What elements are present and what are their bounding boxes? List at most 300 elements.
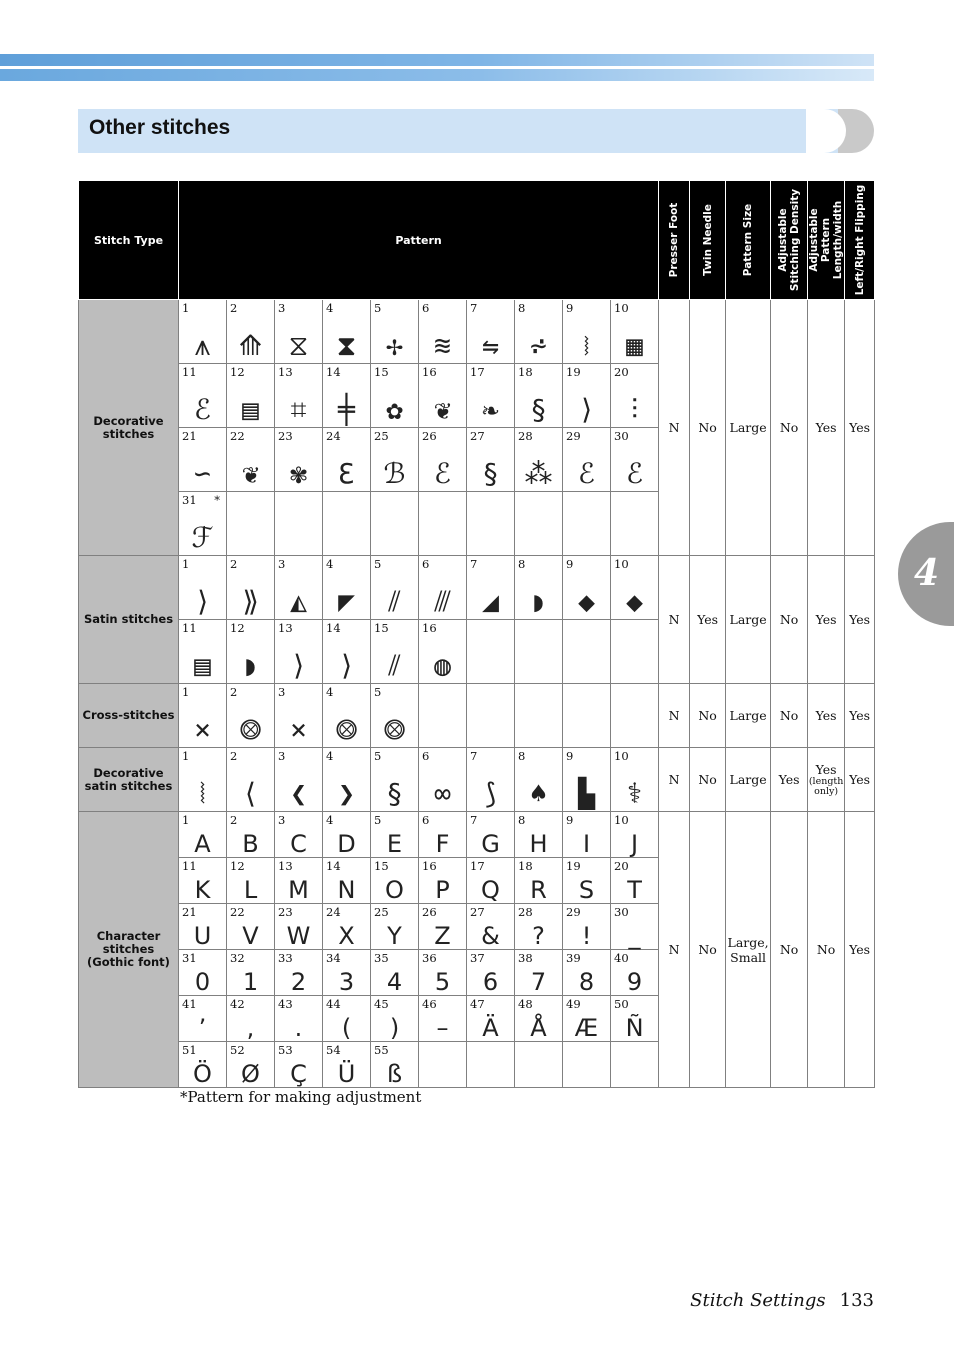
stitch-pattern-icon: ⫶ [631, 393, 639, 426]
pattern-number: 24 [326, 429, 341, 443]
presser-foot-value [659, 684, 690, 748]
pattern-number: 30 [614, 429, 629, 443]
pattern-number: 5 [374, 557, 382, 571]
pattern-size-value [726, 748, 771, 812]
pattern-cell [611, 748, 659, 812]
pattern-cell [563, 364, 611, 428]
pattern-cell [371, 748, 419, 812]
pattern-cell [371, 300, 419, 364]
pattern-number: 3 [278, 557, 286, 571]
flipping-value-text: Yes [849, 942, 871, 957]
pattern-cell [611, 300, 659, 364]
pattern-size-value-text: Large [729, 612, 767, 627]
pattern-number: 28 [518, 905, 533, 919]
twin-needle-value [690, 300, 726, 556]
pattern-number: 1 [182, 557, 190, 571]
density-value-text: Yes [778, 772, 800, 787]
stitch-pattern-icon: ▙ [578, 777, 595, 810]
pattern-cell [611, 858, 659, 904]
pattern-number: 11 [182, 365, 197, 379]
pattern-number: 52 [230, 1043, 245, 1057]
flipping-value [845, 556, 875, 684]
header-pattern-size: Pattern Size [726, 181, 771, 300]
length-width-note: (length only) [808, 776, 844, 797]
pattern-cell [563, 812, 611, 858]
pattern-number: 26 [422, 905, 437, 919]
pattern-cell [179, 996, 227, 1042]
pattern-cell [371, 684, 419, 748]
stitch-pattern-icon: ❯ [338, 777, 355, 810]
pattern-number: 23 [278, 905, 293, 919]
stitch-pattern-icon: E [386, 830, 403, 858]
empty-cell [563, 492, 611, 556]
pattern-number: 54 [326, 1043, 341, 1057]
pattern-cell [227, 748, 275, 812]
presser-foot-value-text: N [668, 942, 680, 957]
pattern-cell [515, 950, 563, 996]
stitch-pattern-icon: R [530, 876, 547, 904]
stitch-pattern-icon: L [243, 876, 258, 904]
stitch-pattern-icon: § [386, 777, 403, 810]
flipping-value-text: Yes [849, 420, 871, 435]
pattern-number: 50 [614, 997, 629, 1011]
stitch-pattern-icon: A [194, 830, 211, 858]
stitch-pattern-icon: ⟩ [194, 585, 211, 618]
pattern-number: 2 [230, 557, 238, 571]
pattern-number: 8 [518, 749, 526, 763]
pattern-cell [467, 950, 515, 996]
stitch-pattern-icon: ⧖ [288, 329, 309, 362]
pattern-cell [467, 748, 515, 812]
stitch-pattern-icon: ╪ [338, 393, 355, 426]
pattern-number: 12 [230, 859, 245, 873]
pattern-cell [323, 300, 371, 364]
pattern-cell [419, 996, 467, 1042]
stitch-pattern-icon: ⟩ [578, 393, 595, 426]
section-title-cap [806, 109, 874, 153]
pattern-cell [323, 620, 371, 684]
stitch-pattern-icon: M [288, 876, 309, 904]
pattern-number: 36 [422, 951, 437, 965]
stitch-pattern-icon: ℬ [383, 457, 406, 490]
pattern-number: 3 [278, 813, 286, 827]
pattern-number: 53 [278, 1043, 293, 1057]
pattern-number: 22 [230, 905, 245, 919]
pattern-cell [611, 996, 659, 1042]
empty-cell [611, 684, 659, 748]
pattern-number: 1 [182, 301, 190, 315]
stitch-pattern-icon: ⟨ [242, 777, 259, 810]
stitch-type-label: Decorative stitches [79, 300, 179, 556]
presser-foot-value [659, 812, 690, 1088]
length-width-value [808, 300, 845, 556]
pattern-number: 31 [182, 493, 197, 507]
stitch-pattern-icon: ⧘ [583, 329, 590, 362]
pattern-cell [179, 1042, 227, 1088]
header-density: Adjustable Stitching Density [771, 181, 808, 300]
stitch-pattern-icon: U [193, 922, 212, 950]
pattern-cell [515, 300, 563, 364]
pattern-number: 48 [518, 997, 533, 1011]
pattern-cell [323, 1042, 371, 1088]
stitch-pattern-icon: ✾ [290, 457, 307, 490]
pattern-number: 47 [470, 997, 485, 1011]
pattern-cell [179, 748, 227, 812]
stitch-pattern-icon: 5 [434, 968, 451, 996]
empty-cell [419, 492, 467, 556]
pattern-number: 29 [566, 429, 581, 443]
pattern-cell [323, 996, 371, 1042]
pattern-cell [227, 858, 275, 904]
pattern-cell [275, 996, 323, 1042]
stitch-pattern-icon: ⨷ [383, 713, 406, 746]
stitch-pattern-icon: ⨯ [290, 713, 307, 746]
stitch-pattern-icon: ⟰ [238, 329, 263, 362]
pattern-number: 9 [566, 749, 574, 763]
length-width-value [808, 748, 845, 812]
stitch-pattern-icon: ⫽ [388, 585, 401, 618]
pattern-cell [275, 364, 323, 428]
pattern-number: 16 [422, 621, 437, 635]
stitch-pattern-icon: ⨯ [194, 713, 211, 746]
pattern-number: 8 [518, 557, 526, 571]
stitch-pattern-icon: 0 [194, 968, 211, 996]
pattern-number: 3 [278, 685, 286, 699]
stitch-pattern-icon: ❦ [434, 393, 451, 426]
pattern-number: 25 [374, 429, 389, 443]
stitch-pattern-icon: ▦ [626, 329, 643, 362]
twin-needle-value-text: Yes [697, 612, 719, 627]
density-value-text: No [779, 942, 799, 957]
pattern-cell [563, 556, 611, 620]
twin-needle-value [690, 556, 726, 684]
pattern-cell [323, 858, 371, 904]
stitch-pattern-icon: ⇋ [482, 329, 499, 362]
stitch-pattern-icon: D [337, 830, 356, 858]
length-width-value-text: Yes [815, 708, 837, 723]
pattern-number: 27 [470, 429, 485, 443]
pattern-cell [515, 996, 563, 1042]
stitch-pattern-icon: . [294, 1014, 303, 1042]
pattern-cell [467, 364, 515, 428]
header-twin-needle: Twin Needle [690, 181, 726, 300]
flipping-value-text: Yes [849, 612, 871, 627]
pattern-number: 10 [614, 813, 629, 827]
stitch-pattern-icon: ◆ [578, 585, 595, 618]
pattern-number: 51 [182, 1043, 197, 1057]
header-flipping: Left/Right Flipping [845, 181, 875, 300]
pattern-cell [275, 904, 323, 950]
pattern-number: 13 [278, 859, 293, 873]
stitch-pattern-icon: ß [386, 1060, 403, 1088]
pattern-cell [227, 620, 275, 684]
pattern-cell [515, 858, 563, 904]
presser-foot-value-text: N [668, 420, 680, 435]
pattern-cell [227, 904, 275, 950]
pattern-cell [227, 812, 275, 858]
pattern-cell [179, 364, 227, 428]
stitch-pattern-icon: ’ [198, 1014, 207, 1042]
stitch-pattern-icon: G [481, 830, 500, 858]
header-band-top [0, 54, 874, 66]
stitch-pattern-icon: S [578, 876, 595, 904]
pattern-number: 20 [614, 365, 629, 379]
density-value [771, 748, 808, 812]
empty-cell [563, 684, 611, 748]
stitch-pattern-icon: ∽ [194, 457, 211, 490]
pattern-cell [467, 300, 515, 364]
stitch-pattern-icon: ◢ [482, 585, 499, 618]
stitch-pattern-icon: ℰ [626, 457, 644, 490]
table-row [79, 300, 875, 364]
stitch-pattern-icon: § [530, 393, 547, 426]
pattern-cell [275, 748, 323, 812]
pattern-cell [467, 812, 515, 858]
pattern-cell [419, 428, 467, 492]
table-row [79, 748, 875, 812]
stitch-pattern-icon: ( [341, 1014, 352, 1042]
pattern-cell [227, 428, 275, 492]
stitch-pattern-icon: 1 [242, 968, 259, 996]
pattern-cell [179, 812, 227, 858]
density-value [771, 300, 808, 556]
stitch-pattern-icon: ⟆ [482, 777, 499, 810]
pattern-cell [371, 1042, 419, 1088]
pattern-cell [275, 950, 323, 996]
pattern-number: 40 [614, 951, 629, 965]
stitch-pattern-icon: T [627, 876, 642, 904]
stitch-pattern-icon: Å [530, 1014, 547, 1042]
pattern-number: 17 [470, 365, 485, 379]
stitch-pattern-icon: 4 [386, 968, 403, 996]
pattern-cell [563, 748, 611, 812]
table-row [79, 556, 875, 620]
pattern-cell [515, 556, 563, 620]
empty-cell [563, 1042, 611, 1088]
pattern-cell [467, 904, 515, 950]
empty-cell [515, 1042, 563, 1088]
pattern-number: 16 [422, 365, 437, 379]
stitch-pattern-icon: ⟫ [242, 585, 259, 618]
pattern-cell [371, 364, 419, 428]
pattern-number: 5 [374, 685, 382, 699]
pattern-cell [323, 812, 371, 858]
empty-cell [371, 492, 419, 556]
pattern-cell [611, 556, 659, 620]
empty-cell [515, 492, 563, 556]
pattern-cell [563, 300, 611, 364]
twin-needle-value [690, 812, 726, 1088]
stitch-pattern-icon: Y [387, 922, 402, 950]
pattern-cell [419, 858, 467, 904]
stitch-pattern-icon: ⟩ [290, 649, 307, 682]
pattern-cell [275, 300, 323, 364]
pattern-number: 12 [230, 621, 245, 635]
stitch-pattern-icon: ✢ [386, 329, 403, 362]
stitch-pattern-icon: X [338, 922, 355, 950]
header-band-bottom [0, 69, 874, 81]
pattern-number: 18 [518, 365, 533, 379]
pattern-cell [563, 904, 611, 950]
stitch-pattern-icon: ⩫ [530, 329, 547, 362]
pattern-cell [371, 950, 419, 996]
stitch-pattern-icon: ⦚ [199, 777, 206, 810]
pattern-number: 4 [326, 813, 334, 827]
pattern-cell [323, 950, 371, 996]
empty-cell [611, 492, 659, 556]
empty-cell [419, 1042, 467, 1088]
pattern-cell [323, 748, 371, 812]
pattern-cell [611, 364, 659, 428]
stitch-pattern-icon: 8 [578, 968, 595, 996]
stitch-type-label: Decorative satin stitches [79, 748, 179, 812]
pattern-cell [467, 996, 515, 1042]
stitch-pattern-icon: ? [532, 922, 545, 950]
pattern-cell [323, 684, 371, 748]
footnote: *Pattern for making adjustment [180, 1088, 422, 1106]
stitch-type-label: Cross-stitches [79, 684, 179, 748]
stitch-pattern-icon: ◆ [626, 585, 643, 618]
pattern-number: 5 [374, 301, 382, 315]
stitch-pattern-icon: ▤ [194, 649, 211, 682]
pattern-number: 1 [182, 685, 190, 699]
stitch-pattern-icon: § [482, 457, 499, 490]
pattern-cell [371, 904, 419, 950]
stitch-pattern-icon: ⁂ [524, 457, 553, 490]
pattern-cell [419, 556, 467, 620]
pattern-number: 14 [326, 859, 341, 873]
stitch-pattern-icon: ❮ [290, 777, 307, 810]
pattern-cell [563, 950, 611, 996]
pattern-cell [419, 904, 467, 950]
pattern-number: 31 [182, 951, 197, 965]
pattern-number: 28 [518, 429, 533, 443]
twin-needle-value [690, 748, 726, 812]
pattern-number: 29 [566, 905, 581, 919]
empty-cell [563, 620, 611, 684]
pattern-number: 15 [374, 859, 389, 873]
header-pattern: Pattern [179, 181, 659, 300]
pattern-number: 49 [566, 997, 581, 1011]
pattern-number: 21 [182, 429, 197, 443]
pattern-cell [419, 748, 467, 812]
length-width-value-text: Yes [815, 420, 837, 435]
stitch-pattern-icon: _ [628, 922, 641, 950]
flipping-value [845, 684, 875, 748]
pattern-cell [467, 556, 515, 620]
stitch-pattern-icon: F [435, 830, 450, 858]
pattern-number: 9 [566, 557, 574, 571]
stitch-pattern-icon: Q [481, 876, 500, 904]
pattern-cell [227, 950, 275, 996]
pattern-size-value [726, 556, 771, 684]
pattern-number: 32 [230, 951, 245, 965]
pattern-cell [371, 858, 419, 904]
stitch-pattern-icon: C [290, 830, 307, 858]
pattern-number: 10 [614, 301, 629, 315]
stitch-pattern-icon: K [194, 876, 211, 904]
pattern-number: 19 [566, 859, 581, 873]
pattern-cell [227, 684, 275, 748]
pattern-number: 12 [230, 365, 245, 379]
pattern-number: 15 [374, 365, 389, 379]
pattern-number: 1 [182, 749, 190, 763]
pattern-number: 14 [326, 621, 341, 635]
pattern-cell [227, 556, 275, 620]
pattern-number: 25 [374, 905, 389, 919]
pattern-number: 30 [614, 905, 629, 919]
stitch-pattern-icon: ♠ [530, 777, 547, 810]
pattern-cell [275, 684, 323, 748]
pattern-cell [323, 364, 371, 428]
stitch-pattern-icon: ! [581, 922, 592, 950]
pattern-number: 6 [422, 301, 430, 315]
stitch-pattern-icon: ℰ [194, 393, 211, 426]
pattern-cell [371, 428, 419, 492]
length-width-value-text: Yes [815, 612, 837, 627]
pattern-cell [275, 620, 323, 684]
stitch-pattern-icon: N [337, 876, 356, 904]
pattern-number: 6 [422, 749, 430, 763]
page-footer [690, 1290, 874, 1311]
pattern-cell [179, 620, 227, 684]
stitch-pattern-icon: ) [389, 1014, 400, 1042]
pattern-number: 4 [326, 685, 334, 699]
pattern-cell [275, 1042, 323, 1088]
pattern-number: 17 [470, 859, 485, 873]
pattern-cell [611, 428, 659, 492]
empty-cell [467, 684, 515, 748]
empty-cell [467, 620, 515, 684]
pattern-number: 13 [278, 365, 293, 379]
pattern-size-value-text: Large [729, 708, 767, 723]
presser-foot-value-text: N [668, 708, 680, 723]
header-presser-foot: Presser Foot [659, 181, 690, 300]
pattern-cell [227, 364, 275, 428]
pattern-cell [563, 996, 611, 1042]
empty-cell [611, 620, 659, 684]
header-stitch-type: Stitch Type [79, 181, 179, 300]
pattern-cell [515, 904, 563, 950]
pattern-number: 21 [182, 905, 197, 919]
empty-cell [515, 684, 563, 748]
stitch-type-label: Character stitches (Gothic font) [79, 812, 179, 1088]
pattern-number: 11 [182, 621, 197, 635]
pattern-number: 23 [278, 429, 293, 443]
stitch-pattern-icon: H [529, 830, 548, 858]
stitch-pattern-icon: ◍ [434, 649, 451, 682]
pattern-cell [371, 620, 419, 684]
length-width-value [808, 684, 845, 748]
stitch-pattern-icon: ⨷ [239, 713, 262, 746]
pattern-cell [179, 428, 227, 492]
pattern-cell [419, 300, 467, 364]
pattern-number: 4 [326, 557, 334, 571]
density-value-text: No [779, 612, 799, 627]
pattern-number: 9 [566, 301, 574, 315]
pattern-cell [563, 858, 611, 904]
stitch-pattern-icon: ⨷ [335, 713, 358, 746]
pattern-number: 55 [374, 1043, 389, 1057]
empty-cell [467, 1042, 515, 1088]
stitch-pattern-icon: Ç [290, 1060, 307, 1088]
empty-cell [323, 492, 371, 556]
stitch-pattern-icon: 6 [482, 968, 499, 996]
pattern-number: 2 [230, 749, 238, 763]
pattern-number: 9 [566, 813, 574, 827]
pattern-cell [323, 556, 371, 620]
pattern-cell [515, 748, 563, 812]
